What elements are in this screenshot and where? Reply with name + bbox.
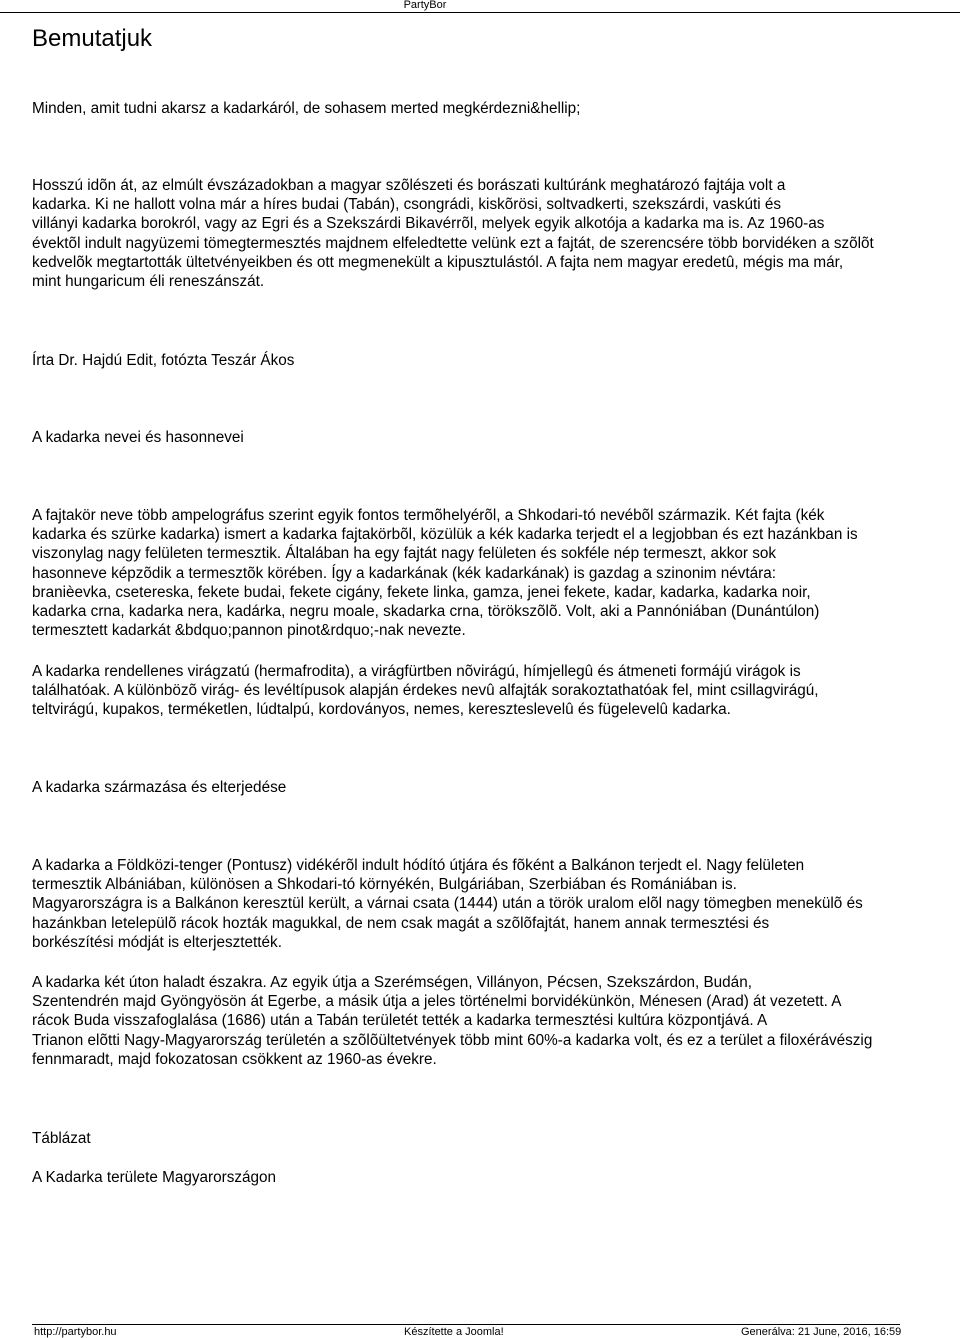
text-line: villányi kadarka borokról, vagy az Egri és a Szekszárdi Bikavérrõl, melyek egyik alkotója a kadarka ma is. Az 1960-as bbox=[32, 215, 825, 233]
text-line: kadarka crna, kadarka nera, kadárka, negru moale, skadarka crna, törökszõlõ. Volt, aki a Pannóniában (Dunántúlon) bbox=[32, 603, 820, 621]
paragraph-2 bbox=[32, 506, 858, 640]
text-line: branièevka, csetereska, fekete budai, fekete cigány, fekete linka, gamza, jenei fekete, kadar, kadarka, kadarka noir, bbox=[32, 583, 811, 601]
paragraph-5 bbox=[32, 973, 872, 1069]
text-line: termesztik Albániában, különösen a Shkodari-tó környékén, Bulgáriában, Szerbiában és Romániában is. bbox=[32, 876, 737, 894]
table-label: Táblázat bbox=[32, 1130, 91, 1147]
text-line: rácok Buda visszafoglalása (1686) után a Tabán területét tették a kadarka termesztési kultúra központjává. A bbox=[32, 1012, 768, 1030]
paragraph-4 bbox=[32, 856, 863, 952]
text-line: A kadarka a Földközi-tenger (Pontusz) vidékérõl indult hódító útjára és fõként a Balkánon terjedt el. Nagy felületen bbox=[32, 857, 805, 874]
section-heading-names: A kadarka nevei és hasonnevei bbox=[32, 429, 244, 446]
text-line: Magyarországra is a Balkánon keresztül került, a várnai csata (1444) után a török uralom elõl nagy tömegben menekülõ és bbox=[32, 895, 863, 913]
footer-generated-timestamp: Generálva: 21 June, 2016, 16:59 bbox=[741, 1326, 902, 1338]
text-line: Hosszú idõn át, az elmúlt évszázadokban a magyar szõlészeti és borászati kultúránk meghatározó fajtája volt a bbox=[32, 177, 786, 194]
text-line: borkészítési módját is elterjesztették. bbox=[32, 933, 282, 951]
text-line: kedvelõk megtartották ültetvényeikben és ott megmenekült a kipusztulástól. A fajta nem magyar eredetû, mégis ma már, bbox=[32, 253, 844, 271]
page-title: Bemutatjuk bbox=[32, 25, 153, 52]
text-line: kadarka és szürke kadarka) ismert a kadarka fajtakörbõl, közülük a kék kadarka terjedt el a legjobban és ezt hazánkban is bbox=[32, 526, 858, 544]
footer-made-with: Készítette a Joomla! bbox=[404, 1326, 504, 1338]
site-name-header: PartyBor bbox=[403, 0, 447, 11]
text-line: fennmaradt, majd fokozatosan csökkent az 1960-as évekre. bbox=[32, 1050, 437, 1068]
text-line: A kadarka két úton haladt északra. Az egyik útja a Szerémségen, Villányon, Pécsen, Szekszárdon, Budán, bbox=[32, 974, 752, 991]
text-line: hasonneve képzõdik a termesztõk körében. Így a kadarkának (kék kadarkának) is gazdag a szinonim névtára: bbox=[32, 564, 777, 582]
section-heading-origin: A kadarka származása és elterjedése bbox=[32, 779, 287, 796]
footer-site-link[interactable]: http://partybor.hu bbox=[34, 1326, 117, 1338]
text-line: találhatóak. A különbözõ virág- és levéltípusok alapján érdekes nevû alfajták sorakoztathatóak fel, mint csillagvirágú, bbox=[32, 682, 819, 700]
text-line: Szentendrén majd Gyöngyösön át Egerbe, a másik útja a jeles történelmi borvidékünkön, Ménesen (Arad) át vezetett. A bbox=[32, 993, 842, 1011]
text-line: termesztett kadarkát &bdquo;pannon pinot&rdquo;-nak nevezte. bbox=[32, 622, 466, 640]
paragraph-3 bbox=[32, 662, 819, 720]
table-caption: A Kadarka területe Magyarországon bbox=[32, 1169, 277, 1186]
footer-divider bbox=[32, 1324, 900, 1325]
text-line: A fajtakör neve több ampelográfus szerint egyik fontos termõhelyérõl, a Shkodari-tó nevébõl származik. Két fajta (kék bbox=[32, 507, 825, 524]
text-line: Trianon elõtti Nagy-Magyarország területén a szõlõültetvények több mint 60%-a kadarka volt, és ez a terület a filoxérávészig bbox=[32, 1031, 873, 1049]
text-line: mint hungaricum éli reneszánszát. bbox=[32, 273, 265, 291]
header-divider bbox=[0, 12, 960, 13]
text-line: évektõl indult nagyüzemi tömegtermesztés majdnem elfeledtette velünk ezt a fajtát, de szerencsére több borvidéken a szõlõt bbox=[32, 234, 874, 252]
author-credit: Írta Dr. Hajdú Edit, fotózta Teszár Ákos bbox=[32, 352, 295, 369]
text-line: hazánkban letelepülõ rácok hozták magukkal, de nem csak magát a szõlõfajtát, hanem annak termesztési és bbox=[32, 914, 770, 932]
text-line: A kadarka rendellenes virágzatú (hermafrodita), a virágfürtben nõvirágú, hímjellegû és átmeneti formájú virágok is bbox=[32, 663, 801, 680]
text-line: kadarka. Ki ne hallott volna már a híres budai (Tabán), csongrádi, kiskõrösi, soltvadkerti, szekszárdi, vaskúti és bbox=[32, 196, 782, 214]
paragraph-1 bbox=[32, 176, 874, 291]
text-line: viszonylag nagy felületen termesztik. Általában ha egy fajtát nagy felületen és sokféle nép termeszt, akkor sok bbox=[32, 545, 777, 563]
text-line: teltvirágú, kupakos, terméketlen, lúdtalpú, kordoványos, nemes, kereszteslevelû és fügelevelû kadarka. bbox=[32, 701, 731, 719]
intro-paragraph: Minden, amit tudni akarsz a kadarkáról, de sohasem merted megkérdezni&hellip; bbox=[32, 100, 581, 117]
